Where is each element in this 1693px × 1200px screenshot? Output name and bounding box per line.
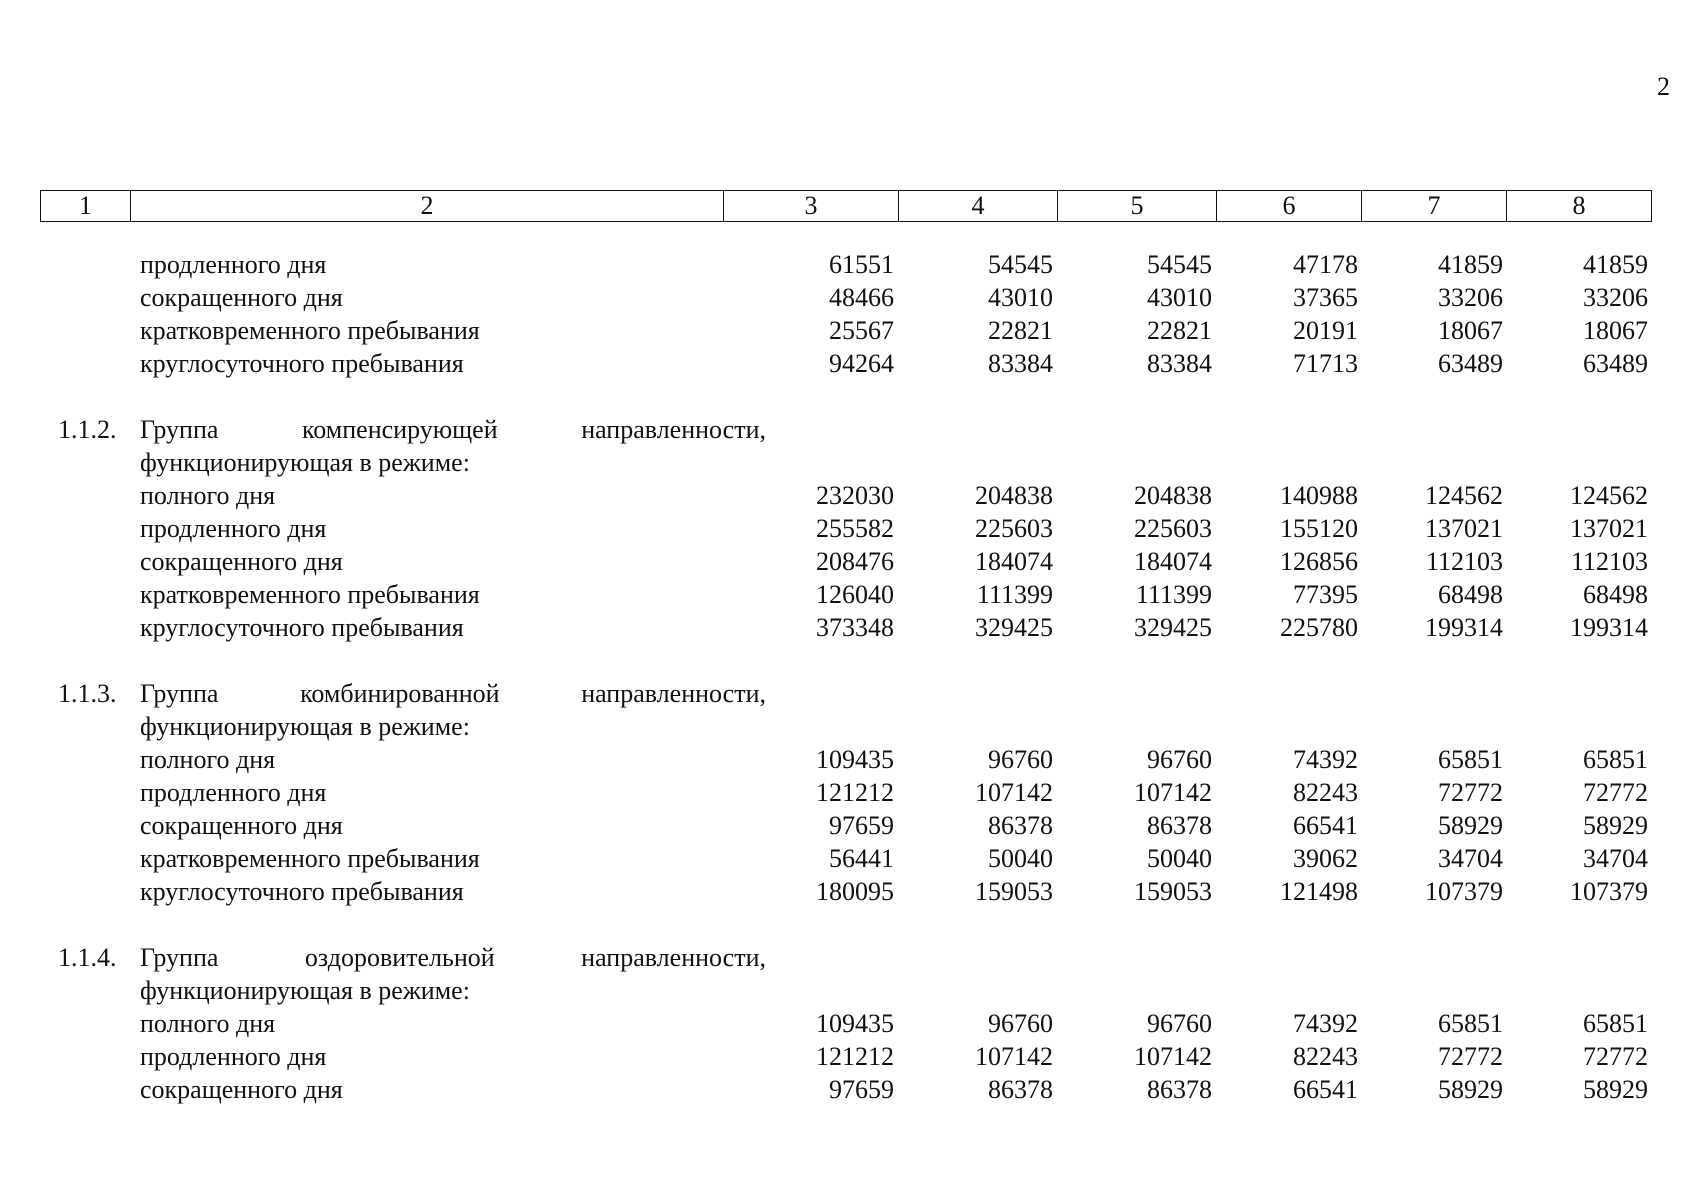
section-subtitle: функционирующая в режиме:: [140, 976, 470, 1005]
row-value-col-6: 20191: [1293, 316, 1358, 345]
row-value-col-5: 96760: [1147, 745, 1212, 774]
row-value-col-7: 112103: [1425, 547, 1503, 576]
row-label: продленного дня: [140, 778, 327, 807]
row-value-col-5: 107142: [1134, 1042, 1212, 1071]
row-label: сокращенного дня: [140, 547, 343, 576]
column-header-table: [40, 190, 1652, 222]
table-row: [40, 545, 1651, 578]
row-value-col-3: 97659: [829, 811, 894, 840]
row-value-col-6: 155120: [1280, 514, 1358, 543]
table-row: [40, 842, 1651, 875]
row-value-col-7: 65851: [1438, 745, 1503, 774]
row-value-col-3: 180095: [816, 877, 894, 906]
table-body: [40, 248, 1651, 1106]
row-value-col-8: 58929: [1583, 811, 1648, 840]
row-value-col-6: 126856: [1280, 547, 1358, 576]
row-value-col-3: 48466: [829, 283, 894, 312]
row-value-col-6: 66541: [1293, 1075, 1358, 1104]
row-value-col-5: 107142: [1134, 778, 1212, 807]
row-value-col-4: 50040: [988, 844, 1053, 873]
row-value-col-6: 37365: [1293, 283, 1358, 312]
row-value-col-8: 72772: [1583, 778, 1648, 807]
row-label: продленного дня: [140, 514, 327, 543]
row-value-col-4: 96760: [988, 745, 1053, 774]
row-value-col-8: 33206: [1583, 283, 1648, 312]
row-value-col-4: 184074: [975, 547, 1053, 576]
section-number: 1.1.2.: [58, 415, 117, 444]
header-cell-4: 4: [899, 191, 1058, 222]
row-value-col-8: 65851: [1583, 1009, 1648, 1038]
row-value-col-6: 82243: [1293, 778, 1358, 807]
row-value-col-7: 107379: [1425, 877, 1503, 906]
row-label: кратковременного пребывания: [140, 580, 480, 609]
row-value-col-5: 86378: [1147, 811, 1212, 840]
row-label: кратковременного пребывания: [140, 844, 480, 873]
row-value-col-7: 124562: [1425, 481, 1503, 510]
row-value-col-7: 72772: [1438, 1042, 1503, 1071]
row-value-col-5: 43010: [1147, 283, 1212, 312]
table-row: [40, 611, 1651, 644]
row-value-col-8: 124562: [1570, 481, 1648, 510]
row-value-col-7: 58929: [1438, 1075, 1503, 1104]
row-value-col-8: 18067: [1583, 316, 1648, 345]
row-value-col-4: 86378: [988, 811, 1053, 840]
row-value-col-3: 61551: [829, 250, 894, 279]
row-value-col-5: 111399: [1135, 580, 1212, 609]
row-value-col-8: 107379: [1570, 877, 1648, 906]
table-row: [40, 776, 1651, 809]
row-label: сокращенного дня: [140, 1075, 343, 1104]
section-subtitle-row: [40, 446, 1651, 479]
row-value-col-7: 34704: [1438, 844, 1503, 873]
section-heading: [40, 677, 1651, 710]
table-row: [40, 479, 1651, 512]
row-value-col-4: 83384: [988, 349, 1053, 378]
row-value-col-5: 184074: [1134, 547, 1212, 576]
table-row: [40, 809, 1651, 842]
row-value-col-5: 96760: [1147, 1009, 1212, 1038]
row-value-col-3: 94264: [829, 349, 894, 378]
row-label: полного дня: [140, 745, 276, 774]
row-value-col-6: 47178: [1293, 250, 1358, 279]
section-heading: [40, 941, 1651, 974]
row-value-col-6: 74392: [1293, 1009, 1358, 1038]
row-value-col-6: 66541: [1293, 811, 1358, 840]
row-value-col-3: 109435: [816, 1009, 894, 1038]
header-cell-7: 7: [1362, 191, 1507, 222]
row-value-col-6: 74392: [1293, 745, 1358, 774]
row-value-col-4: 43010: [988, 283, 1053, 312]
row-label: круглосуточного пребывания: [140, 877, 464, 906]
header-cell-3: 3: [724, 191, 899, 222]
row-value-col-7: 63489: [1438, 349, 1503, 378]
row-value-col-4: 107142: [975, 1042, 1053, 1071]
section-title: Группа комбинированной направленности,: [140, 679, 766, 708]
row-label: сокращенного дня: [140, 283, 343, 312]
row-value-col-5: 22821: [1147, 316, 1212, 345]
row-value-col-5: 86378: [1147, 1075, 1212, 1104]
row-value-col-6: 77395: [1293, 580, 1358, 609]
row-value-col-6: 140988: [1280, 481, 1358, 510]
header-cell-1: 1: [41, 191, 131, 222]
row-value-col-4: 111399: [976, 580, 1053, 609]
row-label: кратковременного пребывания: [140, 316, 480, 345]
row-label: полного дня: [140, 481, 276, 510]
row-value-col-5: 329425: [1134, 613, 1212, 642]
section-subtitle: функционирующая в режиме:: [140, 448, 470, 477]
row-value-col-6: 121498: [1280, 877, 1358, 906]
row-value-col-5: 50040: [1147, 844, 1212, 873]
row-label: полного дня: [140, 1009, 276, 1038]
row-label: продленного дня: [140, 1042, 327, 1071]
section-title: Группа компенсирующей направленности,: [140, 415, 766, 444]
row-value-col-4: 225603: [975, 514, 1053, 543]
row-value-col-8: 68498: [1583, 580, 1648, 609]
header-cell-8: 8: [1507, 191, 1652, 222]
row-value-col-8: 199314: [1570, 613, 1648, 642]
table-row: [40, 1007, 1651, 1040]
section-number: 1.1.3.: [58, 679, 117, 708]
row-label: круглосуточного пребывания: [140, 349, 464, 378]
table-row: [40, 314, 1651, 347]
table-row: [40, 578, 1651, 611]
section-spacer: [40, 380, 1651, 413]
row-value-col-4: 54545: [988, 250, 1053, 279]
header-cell-6: 6: [1217, 191, 1362, 222]
row-value-col-3: 121212: [816, 1042, 894, 1071]
row-value-col-3: 109435: [816, 745, 894, 774]
row-value-col-8: 58929: [1583, 1075, 1648, 1104]
row-value-col-7: 58929: [1438, 811, 1503, 840]
row-value-col-8: 65851: [1583, 745, 1648, 774]
row-value-col-6: 39062: [1293, 844, 1358, 873]
section-title: Группа оздоровительной направленности,: [140, 943, 766, 972]
row-value-col-7: 72772: [1438, 778, 1503, 807]
row-value-col-3: 56441: [829, 844, 894, 873]
row-value-col-8: 34704: [1583, 844, 1648, 873]
row-value-col-8: 72772: [1583, 1042, 1648, 1071]
table-row: [40, 1073, 1651, 1106]
row-value-col-7: 33206: [1438, 283, 1503, 312]
row-value-col-6: 82243: [1293, 1042, 1358, 1071]
row-value-col-7: 65851: [1438, 1009, 1503, 1038]
row-value-col-8: 137021: [1570, 514, 1648, 543]
row-value-col-8: 41859: [1583, 250, 1648, 279]
row-label: сокращенного дня: [140, 811, 343, 840]
row-value-col-8: 112103: [1570, 547, 1648, 576]
row-value-col-8: 63489: [1583, 349, 1648, 378]
row-value-col-6: 71713: [1293, 349, 1358, 378]
table-row: [40, 281, 1651, 314]
section-subtitle-row: [40, 974, 1651, 1007]
row-value-col-5: 54545: [1147, 250, 1212, 279]
section-subtitle-row: [40, 710, 1651, 743]
row-value-col-7: 137021: [1425, 514, 1503, 543]
row-value-col-4: 86378: [988, 1075, 1053, 1104]
table-row: [40, 743, 1651, 776]
section-spacer: [40, 908, 1651, 941]
row-value-col-3: 255582: [816, 514, 894, 543]
row-value-col-5: 83384: [1147, 349, 1212, 378]
row-value-col-7: 18067: [1438, 316, 1503, 345]
row-value-col-3: 232030: [816, 481, 894, 510]
row-value-col-3: 208476: [816, 547, 894, 576]
row-value-col-5: 159053: [1134, 877, 1212, 906]
row-value-col-4: 107142: [975, 778, 1053, 807]
table-row: [40, 248, 1651, 281]
row-value-col-4: 22821: [988, 316, 1053, 345]
row-value-col-3: 97659: [829, 1075, 894, 1104]
row-value-col-4: 96760: [988, 1009, 1053, 1038]
header-cell-5: 5: [1058, 191, 1217, 222]
row-value-col-4: 329425: [975, 613, 1053, 642]
header-cell-2: 2: [131, 191, 724, 222]
row-value-col-4: 159053: [975, 877, 1053, 906]
row-value-col-3: 121212: [816, 778, 894, 807]
row-value-col-7: 68498: [1438, 580, 1503, 609]
row-label: круглосуточного пребывания: [140, 613, 464, 642]
row-label: продленного дня: [140, 250, 327, 279]
row-value-col-7: 41859: [1438, 250, 1503, 279]
table-row: [40, 1040, 1651, 1073]
row-value-col-3: 126040: [816, 580, 894, 609]
table-row: [40, 512, 1651, 545]
row-value-col-5: 225603: [1134, 514, 1212, 543]
section-number: 1.1.4.: [58, 943, 117, 972]
table-row: [40, 347, 1651, 380]
row-value-col-3: 373348: [816, 613, 894, 642]
section-subtitle: функционирующая в режиме:: [140, 712, 470, 741]
section-spacer: [40, 644, 1651, 677]
row-value-col-3: 25567: [829, 316, 894, 345]
table-row: [40, 875, 1651, 908]
row-value-col-4: 204838: [975, 481, 1053, 510]
row-value-col-5: 204838: [1134, 481, 1212, 510]
row-value-col-7: 199314: [1425, 613, 1503, 642]
page-number: 2: [1657, 72, 1670, 101]
section-heading: [40, 413, 1651, 446]
header-row: [41, 191, 1652, 222]
row-value-col-6: 225780: [1280, 613, 1358, 642]
